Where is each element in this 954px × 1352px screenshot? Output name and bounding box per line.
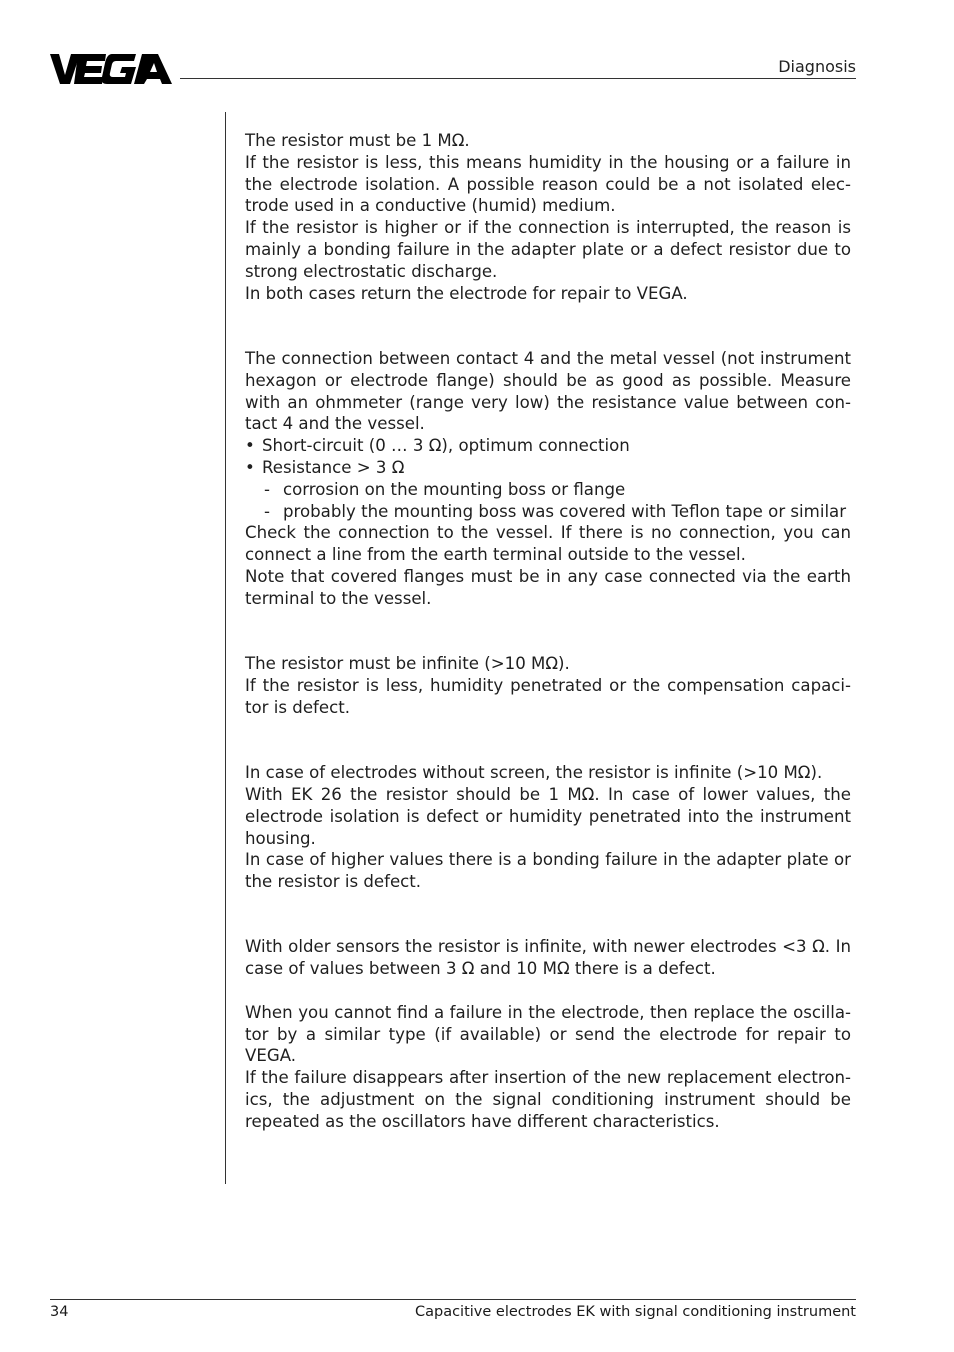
section-5: [245, 936, 851, 1132]
paragraph: If the failure disappears after insertion of the new replacement electron-ics, the adjustment on the signal conditioning instrument should be repeated as the oscillators have different characteristics.: [245, 1068, 851, 1131]
sub-list-item: - probably the mounting boss was covered with Teflon tape or similar: [245, 501, 851, 523]
paragraph: The resistor must be infinite (>10 MΩ).: [245, 654, 570, 674]
main-content: [245, 130, 851, 1133]
header-rule: [180, 78, 856, 79]
paragraph: In both cases return the electrode for repair to VEGA.: [245, 283, 688, 303]
paragraph: The resistor must be 1 MΩ.: [245, 131, 470, 150]
vega-logo: [50, 52, 172, 86]
paragraph: In case of higher values there is a bonding failure in the adapter plate or the resistor is defect.: [245, 850, 851, 892]
paragraph: If the resistor is higher or if the connection is interrupted, the reason is mainly a bonding failure in the adapter plate or a defect resistor due to strong electrostatic discharge.: [245, 218, 851, 281]
list-item: • Resistance > 3 Ω: [245, 457, 851, 479]
paragraph: When you cannot find a failure in the electrode, then replace the oscilla-tor by a similar type (if available) or send the electrode for repair to VEGA.: [245, 1002, 851, 1066]
paragraph: With EK 26 the resistor should be 1 MΩ. In case of lower values, the electrode isolation is defect or humidity penetrated into the instrument housing.: [245, 784, 851, 848]
document-title: Capacitive electrodes EK with signal conditioning instrument: [414, 1304, 856, 1320]
paragraph: In case of electrodes without screen, the resistor is infinite (>10 MΩ).: [245, 763, 823, 783]
list-item: • Short-circuit (0 … 3 Ω), optimum connection: [245, 435, 851, 457]
paragraph: With older sensors the resistor is infinite, with newer electrodes <3 Ω. In case of values between 3 Ω and 10 MΩ there is a defect.: [245, 937, 851, 979]
page-number: 34: [50, 1304, 69, 1320]
paragraph: Note that covered flanges must be in any case connected via the earth terminal to the vessel.: [245, 566, 851, 608]
paragraph: Check the connection to the vessel. If there is no connection, you can connect a line from the earth terminal outside to the vessel.: [245, 523, 851, 565]
paragraph: The connection between contact 4 and the metal vessel (not instrument hexagon or electrode flange) should be as good as possible. Measure with an ohmmeter (range very low) the resistance value between con-tact 4 and the vessel.: [245, 348, 851, 434]
footer-rule: [50, 1299, 856, 1300]
paragraph: If the resistor is less, this means humidity in the housing or a failure in the electrode isolation. A possible reason could be a not isolated elec-trode used in a conductive (humid) medium.: [245, 152, 851, 216]
sub-list-item: - corrosion on the mounting boss or flange: [245, 479, 851, 501]
margin-rule: [225, 112, 226, 1184]
section-1: [245, 130, 851, 304]
section-title: Diagnosis: [778, 57, 856, 76]
section-2: [245, 348, 851, 610]
section-3: [245, 653, 851, 718]
paragraph: If the resistor is less, humidity penetrated or the compensation capaci-tor is defect.: [245, 675, 851, 717]
section-4: [245, 762, 851, 893]
